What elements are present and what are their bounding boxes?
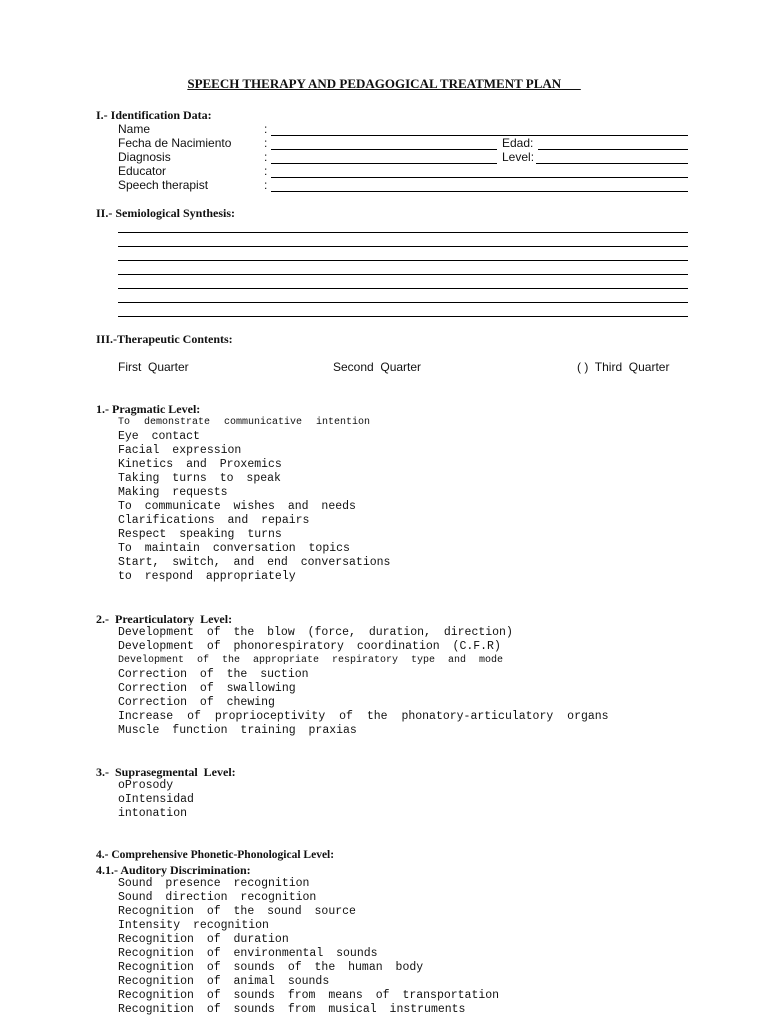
auditory-discrimination-list	[118, 877, 499, 1017]
prearticulatory-list	[118, 626, 609, 738]
colon: :	[264, 150, 268, 164]
list-item: To demonstrate communicative intention	[118, 417, 371, 428]
list-item: Eye contact	[118, 430, 200, 443]
synthesis-line[interactable]	[118, 274, 688, 275]
list-item: Development of the blow (force, duration, direction)	[118, 626, 513, 639]
list-item: Kinetics and Proxemics	[118, 458, 282, 471]
id-row-educator	[118, 164, 688, 178]
list-item: Taking turns to speak	[118, 472, 281, 485]
list-item: Recognition of sounds of the human body	[118, 961, 424, 974]
id-row-diagnosis	[118, 150, 688, 164]
id-row-name	[118, 122, 688, 136]
identification-heading: I.- Identification Data:	[96, 108, 212, 122]
list-item: Recognition of the sound source	[118, 905, 356, 918]
first-quarter-label: First Quarter	[118, 360, 189, 374]
list-item: Recognition of animal sounds	[118, 975, 330, 988]
list-item: Recognition of sounds from means of transportation	[118, 989, 500, 1002]
list-item: Start, switch, and end conversations	[118, 556, 391, 569]
second-quarter-label: Second Quarter	[333, 360, 422, 374]
birth-date-label: Fecha de Nacimiento	[118, 136, 232, 150]
auditory-discrimination-heading: 4.1.- Auditory Discrimination:	[96, 863, 251, 877]
list-item: Facial expression	[118, 444, 242, 457]
therapeutic-heading: III.-Therapeutic Contents:	[96, 332, 233, 346]
title-trailing-blank: ___	[561, 76, 581, 91]
phonetic-heading: 4.- Comprehensive Phonetic-Phonological Level:	[96, 849, 335, 861]
therapist-line[interactable]	[271, 191, 688, 192]
list-item: To communicate wishes and needs	[118, 500, 356, 513]
colon: :	[264, 178, 268, 192]
synthesis-line[interactable]	[118, 232, 688, 233]
list-item: Recognition of duration	[118, 933, 289, 946]
level-label: Level:	[502, 150, 535, 164]
id-row-birth	[118, 136, 688, 150]
list-item: Correction of the suction	[118, 668, 309, 681]
semiological-heading: II.- Semiological Synthesis:	[96, 206, 236, 220]
synthesis-line[interactable]	[118, 260, 688, 261]
educator-label: Educator	[118, 164, 167, 178]
therapist-label: Speech therapist	[118, 178, 209, 192]
list-item: Development of the appropriate respiratory type and mode	[118, 655, 504, 666]
prearticulatory-heading: 2.- Prearticulatory Level:	[96, 612, 233, 626]
pragmatic-heading: 1.- Pragmatic Level:	[96, 402, 201, 416]
list-item: Making requests	[118, 486, 228, 499]
name-label: Name	[118, 122, 151, 136]
colon: :	[264, 122, 268, 136]
synthesis-line[interactable]	[118, 288, 688, 289]
list-item: Recognition of sounds from musical instruments	[118, 1003, 466, 1016]
diagnosis-label: Diagnosis	[118, 150, 171, 164]
list-item: oIntensidad	[118, 793, 194, 806]
list-item: Recognition of environmental sounds	[118, 947, 378, 960]
list-item: Sound direction recognition	[118, 891, 317, 904]
synthesis-line[interactable]	[118, 316, 688, 317]
document-title	[0, 76, 768, 92]
list-item: Development of phonorespiratory coordination (C.F.R)	[118, 640, 501, 653]
list-item: to respond appropriately	[118, 570, 296, 583]
list-item: Muscle function training praxias	[118, 724, 357, 737]
suprasegmental-heading: 3.- Suprasegmental Level:	[96, 765, 236, 779]
list-item: Clarifications and repairs	[118, 514, 310, 527]
list-item: intonation	[118, 807, 188, 820]
list-item: Respect speaking turns	[118, 528, 282, 541]
list-item: Sound presence recognition	[118, 877, 310, 890]
list-item: Increase of proprioceptivity of the phonatory-articulatory organs	[118, 710, 609, 723]
id-row-therapist	[118, 178, 688, 192]
third-quarter-label: ( ) Third Quarter	[577, 360, 670, 374]
colon: :	[264, 136, 268, 150]
list-item: Correction of swallowing	[118, 682, 296, 695]
colon: :	[264, 164, 268, 178]
pragmatic-list	[118, 416, 390, 584]
synthesis-line[interactable]	[118, 302, 688, 303]
list-item: Correction of chewing	[118, 696, 275, 709]
list-item: Intensity recognition	[118, 919, 269, 932]
suprasegmental-list	[118, 779, 194, 821]
list-item: To maintain conversation topics	[118, 542, 350, 555]
synthesis-line[interactable]	[118, 246, 688, 247]
title-text: SPEECH THERAPY AND PEDAGOGICAL TREATMENT PLAN	[187, 76, 562, 91]
age-label: Edad:	[502, 136, 534, 150]
list-item: oProsody	[118, 779, 174, 792]
